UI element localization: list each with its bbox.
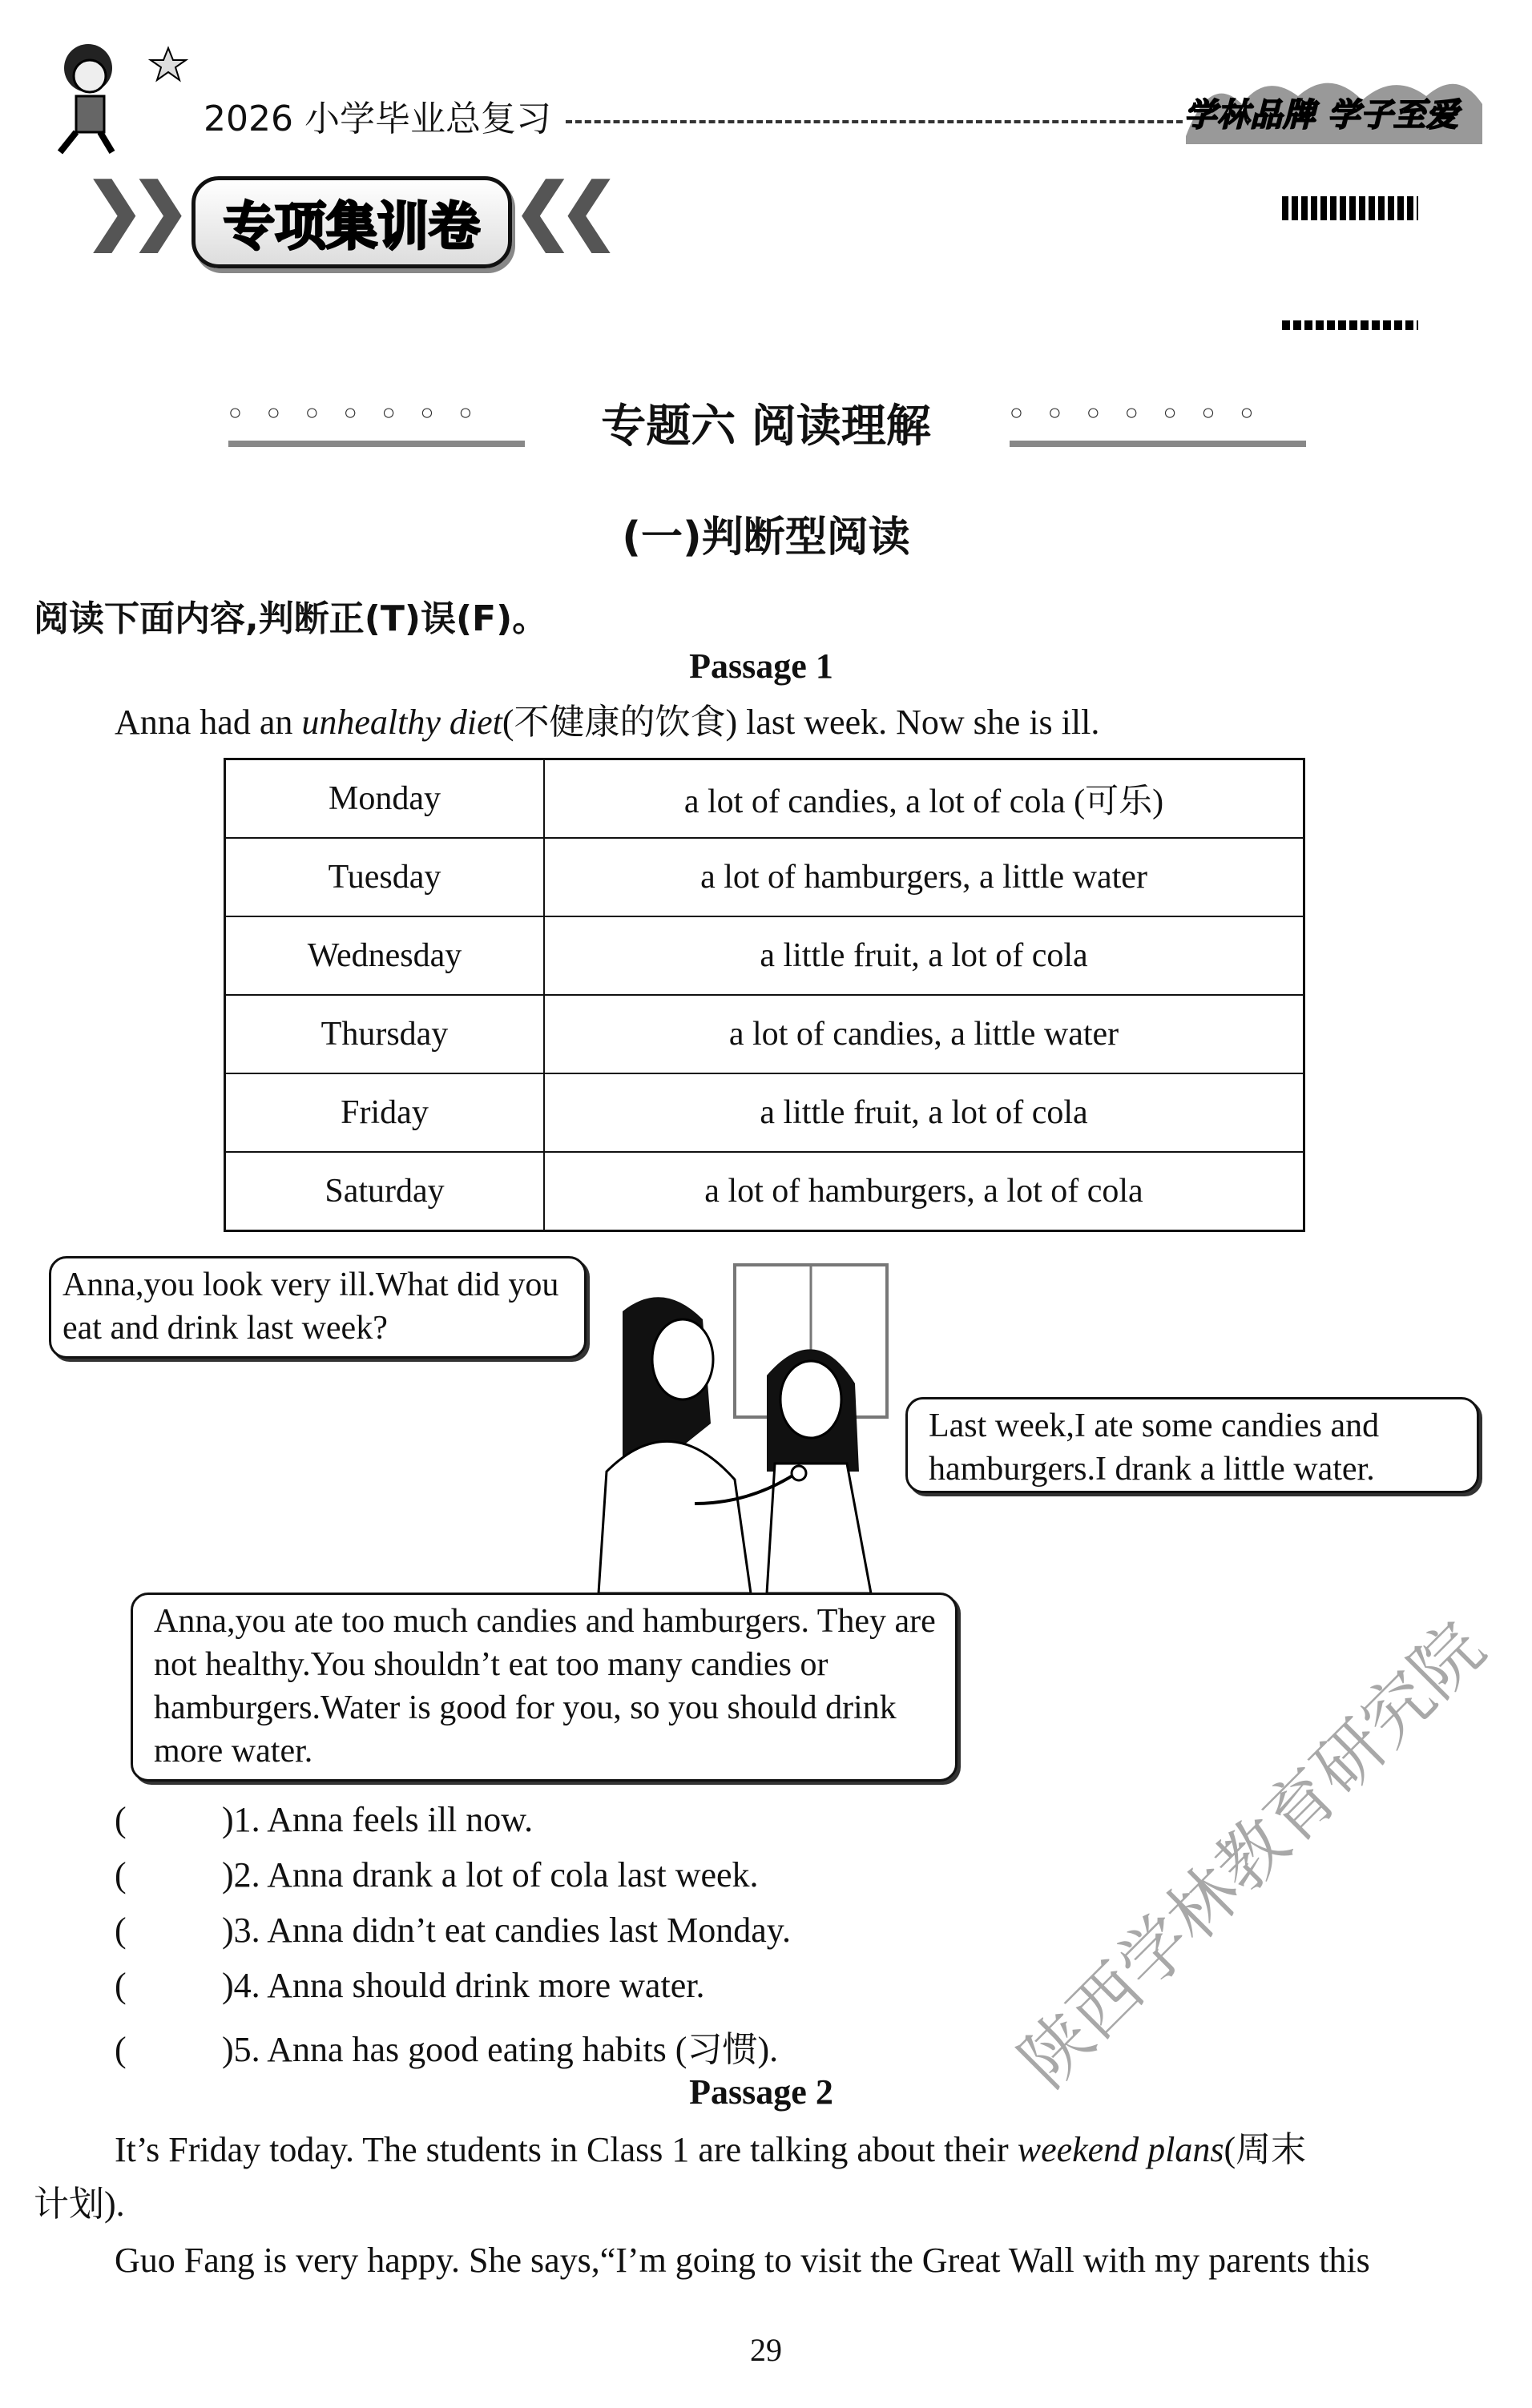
answer-blank[interactable]: ( — [115, 1966, 127, 2005]
food-cell: a lot of hamburgers, a lot of cola — [544, 1152, 1304, 1231]
speech-bubble-doctor-question: Anna,you look very ill.What did you eat and drink last week? — [49, 1256, 587, 1359]
question-text: )1. Anna feels ill now. — [222, 1800, 534, 1839]
bubble-wave-decoration: ○ ○ ○ ○ ○ ○ ○ — [228, 401, 525, 447]
answer-blank[interactable]: ( — [115, 2030, 127, 2069]
answer-blank[interactable]: ( — [115, 1911, 127, 1950]
table-row — [225, 916, 1304, 995]
question-text: )3. Anna didn’t eat candies last Monday. — [222, 1911, 791, 1950]
instruction: 阅读下面内容,判断正(T)误(F)。 — [34, 598, 548, 639]
page-number: 29 — [750, 2332, 782, 2368]
question-4 — [115, 1965, 704, 2006]
answer-blank[interactable]: ( — [115, 1800, 127, 1839]
question-text: )2. Anna drank a lot of cola last week. — [222, 1855, 759, 1895]
table-row — [225, 838, 1304, 916]
speech-bubble-anna-answer: Last week,I ate some candies and hamburgers.I drank a little water. — [905, 1397, 1479, 1493]
day-cell: Monday — [225, 759, 545, 839]
diet-table — [224, 758, 1305, 1232]
passage-2-paragraph-1-cont: 计划). — [34, 2185, 125, 2224]
topic-title: 专题六 阅读理解 — [601, 401, 931, 453]
chevron-right-icon: ❯❯ — [84, 171, 176, 251]
day-cell: Saturday — [225, 1152, 545, 1231]
table-row — [225, 1073, 1304, 1152]
section-badge: 专项集训卷 — [192, 176, 512, 268]
book-title: 2026 小学毕业总复习 — [204, 99, 551, 139]
passage-2-paragraph-2: Guo Fang is very happy. She says,“I’m going to visit the Great Wall with my parents this — [115, 2241, 1370, 2280]
paragraph-emphasis: weekend plans — [1017, 2130, 1224, 2169]
passage-2-title: Passage 2 — [689, 2072, 833, 2112]
question-text: )5. Anna has good eating habits (习惯). — [222, 2030, 779, 2069]
chevron-left-icon: ❮❮ — [513, 171, 605, 251]
bubble-wave-decoration: ○ ○ ○ ○ ○ ○ ○ — [1010, 401, 1306, 447]
food-cell: a little fruit, a lot of cola — [544, 916, 1304, 995]
question-2 — [115, 1854, 759, 1895]
section-subtitle: (一)判断型阅读 — [622, 513, 910, 562]
passage-1-title: Passage 1 — [689, 646, 833, 686]
question-text: )4. Anna should drink more water. — [222, 1966, 705, 2005]
brand-slogan: 学林品牌 学子至爱 — [1184, 97, 1459, 134]
intro-emphasis: unhealthy diet — [301, 703, 502, 742]
qr-code-icon — [1282, 196, 1418, 220]
doctor-and-girl-illustration — [574, 1263, 891, 1593]
table-row — [225, 1152, 1304, 1231]
paragraph-text: It’s Friday today. The students in Class 1 are talking about their — [115, 2130, 1018, 2169]
header-divider — [566, 120, 1183, 123]
paragraph-text: (周末 — [1224, 2130, 1307, 2169]
food-cell: a little fruit, a lot of cola — [544, 1073, 1304, 1152]
food-cell: a lot of candies, a lot of cola (可乐) — [544, 759, 1304, 839]
qr-code-icon — [1282, 320, 1418, 330]
mascot-boy-icon — [40, 32, 200, 160]
table-row — [225, 995, 1304, 1073]
question-1 — [115, 1799, 533, 1840]
intro-text: Anna had an — [115, 703, 302, 742]
day-cell: Tuesday — [225, 838, 545, 916]
intro-text: (不健康的饮食) last week. Now she is ill. — [502, 703, 1100, 742]
answer-blank[interactable]: ( — [115, 1855, 127, 1895]
speech-bubble-doctor-advice: Anna,you ate too much candies and hamburgers. They are not healthy.You shouldn’t eat too many candies or hamburgers.Water is good for you, so you should drink more water. — [131, 1593, 958, 1782]
day-cell: Thursday — [225, 995, 545, 1073]
food-cell: a lot of hamburgers, a little water — [544, 838, 1304, 916]
day-cell: Friday — [225, 1073, 545, 1152]
watermark: 陕西学林教育研究院 — [1005, 1607, 1501, 2103]
food-cell: a lot of candies, a little water — [544, 995, 1304, 1073]
passage-2-paragraph-1 — [115, 2123, 1306, 2177]
question-3 — [115, 1910, 791, 1951]
table-row — [225, 759, 1304, 839]
passage-1-intro — [115, 695, 1099, 750]
day-cell: Wednesday — [225, 916, 545, 995]
question-5 — [115, 2020, 778, 2072]
